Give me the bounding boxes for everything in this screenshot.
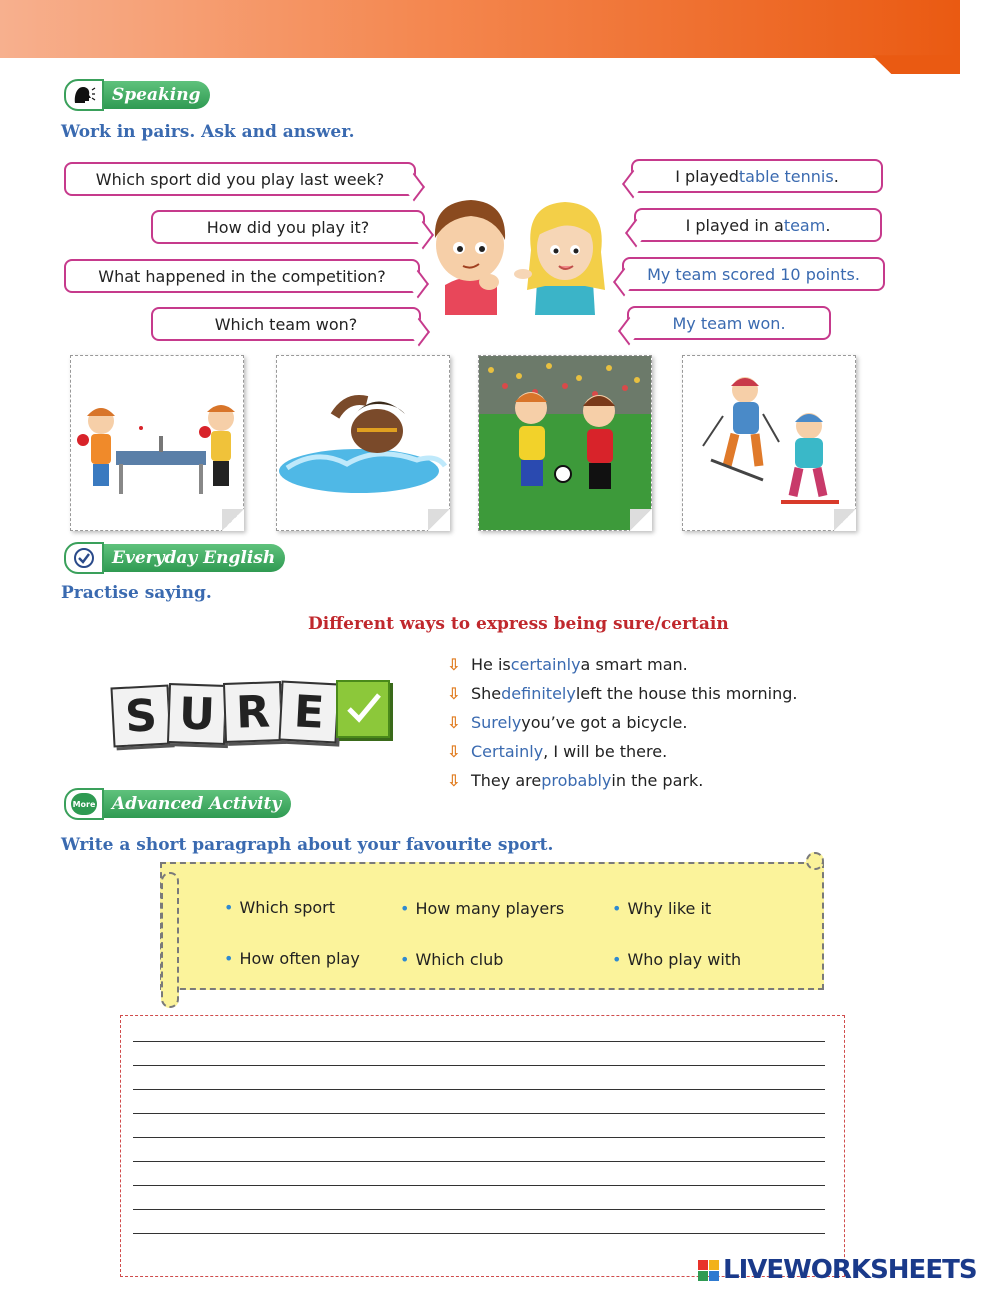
arrow-down-icon: ⇩ bbox=[447, 770, 461, 790]
prompt-text: How often play bbox=[239, 949, 360, 968]
speaking-badge bbox=[64, 80, 210, 110]
card-skiing bbox=[682, 355, 856, 531]
kids-illustration bbox=[425, 190, 625, 315]
example-text: She bbox=[471, 683, 502, 703]
answer-text: I played in a bbox=[685, 215, 784, 235]
scroll-roll-right bbox=[806, 852, 824, 870]
everyday-english-badge bbox=[64, 543, 285, 573]
example-highlight: Certainly bbox=[471, 741, 544, 761]
example-highlight: certainly bbox=[510, 654, 581, 674]
example-highlight: probably bbox=[541, 770, 612, 790]
advanced-activity-badge bbox=[64, 789, 291, 819]
sure-example bbox=[447, 680, 797, 706]
logo-icon bbox=[698, 1260, 719, 1281]
question-text: How did you play it? bbox=[206, 217, 370, 237]
card-fold bbox=[834, 509, 856, 531]
card-table-tennis bbox=[70, 355, 244, 531]
card-fold bbox=[428, 509, 450, 531]
speaking-badge-label: Speaking bbox=[100, 81, 210, 109]
question-bubble-4 bbox=[151, 307, 421, 341]
sure-letter-block: U bbox=[167, 683, 227, 745]
answer-highlight: My team won. bbox=[672, 313, 786, 333]
question-text: Which sport did you play last week? bbox=[95, 169, 385, 189]
question-text: Which team won? bbox=[214, 314, 358, 334]
sure-letter-block: R bbox=[223, 681, 283, 743]
question-bubble-1 bbox=[64, 162, 416, 196]
sure-example bbox=[447, 767, 797, 793]
answer-highlight: team bbox=[783, 215, 826, 235]
prompt-text: How many players bbox=[415, 899, 565, 918]
checkmark-icon bbox=[64, 542, 104, 574]
writing-line bbox=[133, 1209, 825, 1210]
sure-section-title: Different ways to express being sure/certain bbox=[308, 614, 729, 634]
writing-line bbox=[133, 1089, 825, 1090]
writing-line bbox=[133, 1185, 825, 1186]
prompt-item bbox=[400, 899, 564, 918]
example-text: They are bbox=[471, 770, 542, 790]
bullet-icon: • bbox=[400, 950, 410, 969]
example-text: left the house this morning. bbox=[575, 683, 798, 703]
scroll-roll-left bbox=[161, 872, 179, 1008]
answer-highlight: table tennis bbox=[738, 166, 834, 186]
example-text: in the park. bbox=[611, 770, 704, 790]
answer-bubble-2 bbox=[634, 208, 882, 242]
example-text: a smart man. bbox=[580, 654, 688, 674]
prompt-item bbox=[612, 899, 711, 918]
answer-highlight: My team scored 10 points. bbox=[647, 264, 860, 284]
prompt-scroll bbox=[160, 862, 824, 990]
prompt-text: Which club bbox=[415, 950, 504, 969]
card-football bbox=[478, 355, 652, 531]
answer-text: . bbox=[833, 166, 839, 186]
sure-example bbox=[447, 709, 797, 735]
writing-line bbox=[133, 1113, 825, 1114]
answer-bubble-4 bbox=[627, 306, 831, 340]
bullet-icon: • bbox=[224, 949, 234, 968]
prompt-text: Who play with bbox=[627, 950, 742, 969]
answer-bubble-1 bbox=[631, 159, 883, 193]
card-fold bbox=[630, 509, 652, 531]
writing-line bbox=[133, 1137, 825, 1138]
example-text: you’ve got a bicycle. bbox=[521, 712, 688, 732]
sure-example bbox=[447, 651, 797, 677]
bullet-icon: • bbox=[224, 898, 234, 917]
writing-line bbox=[133, 1233, 825, 1234]
arrow-down-icon: ⇩ bbox=[447, 712, 461, 732]
prompt-text: Which sport bbox=[239, 898, 335, 917]
liveworksheets-logo bbox=[698, 1255, 977, 1285]
everyday-english-badge-label: Everyday English bbox=[100, 544, 285, 572]
question-text: What happened in the competition? bbox=[98, 266, 386, 286]
card-fold bbox=[222, 509, 244, 531]
answer-text: I played bbox=[675, 166, 739, 186]
arrow-down-icon: ⇩ bbox=[447, 654, 461, 674]
writing-answer-area[interactable] bbox=[120, 1015, 845, 1277]
logo-text: LIVEWORKSHEETS bbox=[723, 1255, 977, 1285]
arrow-down-icon: ⇩ bbox=[447, 741, 461, 761]
writing-line bbox=[133, 1041, 825, 1042]
example-text: He is bbox=[471, 654, 511, 674]
sure-letter-block: S bbox=[110, 685, 171, 748]
bullet-icon: • bbox=[612, 899, 622, 918]
answer-bubble-3 bbox=[622, 257, 885, 291]
sure-letter-block: E bbox=[278, 681, 339, 744]
writing-line bbox=[133, 1065, 825, 1066]
question-bubble-2 bbox=[151, 210, 425, 244]
sure-examples-list bbox=[447, 651, 797, 793]
header-bar bbox=[0, 0, 960, 58]
prompt-item bbox=[400, 950, 503, 969]
speaking-instruction: Work in pairs. Ask and answer. bbox=[61, 122, 355, 142]
bullet-icon: • bbox=[612, 950, 622, 969]
sure-example bbox=[447, 738, 797, 764]
more-icon bbox=[64, 788, 104, 820]
writing-line bbox=[133, 1161, 825, 1162]
prompt-item bbox=[224, 949, 360, 968]
everyday-instruction: Practise saying. bbox=[61, 583, 212, 603]
card-swimming bbox=[276, 355, 450, 531]
arrow-down-icon: ⇩ bbox=[447, 683, 461, 703]
sure-graphic bbox=[112, 680, 392, 750]
prompt-item bbox=[612, 950, 741, 969]
more-icon-text: More bbox=[71, 793, 97, 815]
answer-text: . bbox=[825, 215, 831, 235]
prompt-item bbox=[224, 898, 335, 917]
prompt-text: Why like it bbox=[627, 899, 712, 918]
speaking-head-icon bbox=[64, 79, 104, 111]
bullet-icon: • bbox=[400, 899, 410, 918]
example-text: , I will be there. bbox=[543, 741, 668, 761]
advanced-instruction: Write a short paragraph about your favourite sport. bbox=[61, 835, 554, 855]
example-highlight: Surely bbox=[471, 712, 522, 732]
question-bubble-3 bbox=[64, 259, 420, 293]
green-checkmark-icon bbox=[336, 680, 390, 738]
example-highlight: definitely bbox=[501, 683, 576, 703]
advanced-activity-badge-label: Advanced Activity bbox=[100, 790, 291, 818]
